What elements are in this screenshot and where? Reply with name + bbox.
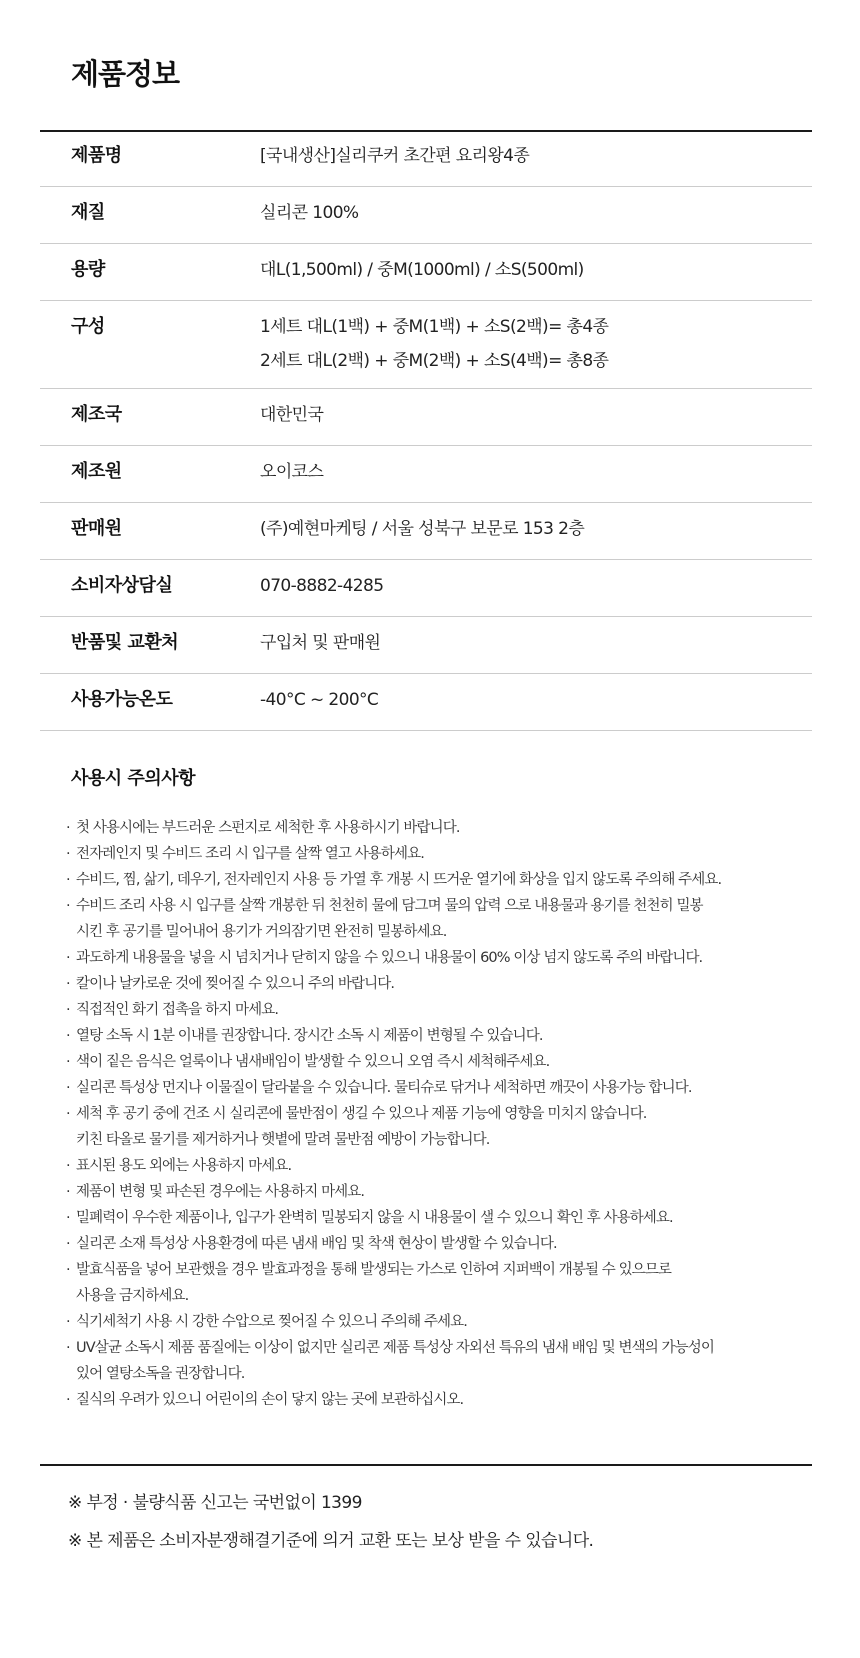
info-label: 제품명 <box>71 145 122 166</box>
caution-item <box>66 1231 812 1257</box>
caution-section-title: 사용시 주의사항 <box>71 768 195 789</box>
caution-item <box>66 971 812 997</box>
info-row <box>40 301 812 389</box>
info-value <box>260 512 812 546</box>
caution-item <box>66 1049 812 1075</box>
caution-item <box>66 1179 812 1205</box>
info-value-line: 2세트 대L(2백) + 중M(2백) + 소S(4백)= 총8종 <box>260 351 609 371</box>
caution-line: · 전자레인지 및 수비드 조리 시 입구를 살짝 열고 사용하세요. <box>76 846 424 862</box>
info-row <box>40 244 812 301</box>
info-row <box>40 617 812 674</box>
caution-item <box>66 997 812 1023</box>
info-value-line: 오이코스 <box>260 462 324 482</box>
compensation-notice: ※ 본 제품은 소비자분쟁해결기준에 의거 교환 또는 보상 받을 수 있습니다. <box>68 1531 594 1551</box>
info-value <box>260 626 812 660</box>
info-value-line: 구입처 및 판매원 <box>260 633 381 653</box>
info-row <box>40 132 812 187</box>
caution-line: · 첫 사용시에는 부드러운 스펀지로 세척한 후 사용하시기 바랍니다. <box>76 820 460 836</box>
caution-item <box>66 1101 812 1153</box>
info-value-line: 실리콘 100% <box>260 203 359 223</box>
caution-line: · 수비드, 찜, 삶기, 데우기, 전자레인지 사용 등 가열 후 개봉 시 뜨거운 열기에 화상을 입지 않도록 주의해 주세요. <box>76 872 722 888</box>
info-value <box>260 569 812 603</box>
page-title: 제품정보 <box>71 57 180 91</box>
caution-line: · 색이 짙은 음식은 얼룩이나 냄새배임이 발생할 수 있으니 오염 즉시 세척해주세요. <box>76 1054 550 1070</box>
caution-item <box>66 1309 812 1335</box>
info-value <box>260 398 812 432</box>
caution-item <box>66 867 812 893</box>
info-label: 제조국 <box>71 404 122 425</box>
caution-item <box>66 815 812 841</box>
caution-section <box>40 765 812 1413</box>
info-label: 제조원 <box>71 461 122 482</box>
info-value-line: -40°C ~ 200°C <box>260 690 379 710</box>
caution-line: · 수비드 조리 사용 시 입구를 살짝 개봉한 뒤 천천히 물에 담그며 물의 압력 으로 내용물과 용기를 천천히 밀봉 <box>76 898 703 914</box>
caution-line: · 열탕 소독 시 1분 이내를 권장합니다. 장시간 소독 시 제품이 변형될 수 있습니다. <box>76 1028 543 1044</box>
caution-item <box>66 1387 812 1413</box>
caution-line: · 제품이 변형 및 파손된 경우에는 사용하지 마세요. <box>76 1184 365 1200</box>
caution-line: · 식기세척기 사용 시 강한 수압으로 찢어질 수 있으니 주의해 주세요. <box>76 1314 467 1330</box>
caution-line: · 과도하게 내용물을 넣을 시 넘치거나 닫히지 않을 수 있으니 내용물이 60% 이상 넘지 않도록 주의 바랍니다. <box>76 950 703 966</box>
caution-item <box>66 841 812 867</box>
caution-line: · 직접적인 화기 접촉을 하지 마세요. <box>76 1002 279 1018</box>
footer-notices <box>40 1464 812 1554</box>
info-value-line: [국내생산]실리쿠커 초간편 요리왕4종 <box>260 146 530 166</box>
caution-item <box>66 1335 812 1387</box>
caution-list <box>66 815 812 1413</box>
report-notice: ※ 부정 · 불량식품 신고는 국번없이 1399 <box>68 1493 362 1513</box>
info-row <box>40 187 812 244</box>
info-label: 판매원 <box>71 518 122 539</box>
info-value <box>260 196 812 230</box>
info-row <box>40 503 812 560</box>
caution-line: 시킨 후 공기를 밀어내어 용기가 거의잠기면 완전히 밀봉하세요. <box>76 924 447 940</box>
info-label: 재질 <box>71 202 105 223</box>
caution-item <box>66 945 812 971</box>
info-row <box>40 560 812 617</box>
info-value <box>260 253 812 287</box>
caution-item <box>66 1075 812 1101</box>
caution-item <box>66 1153 812 1179</box>
info-value-line: 1세트 대L(1백) + 중M(1백) + 소S(2백)= 총4종 <box>260 317 609 337</box>
caution-line: · 발효식품을 넣어 보관했을 경우 발효과정을 통해 발생되는 가스로 인하여 지퍼백이 개봉될 수 있으므로 <box>76 1262 672 1278</box>
info-value <box>260 455 812 489</box>
info-label: 용량 <box>71 259 105 280</box>
info-row <box>40 389 812 446</box>
caution-line: · 표시된 용도 외에는 사용하지 마세요. <box>76 1158 292 1174</box>
info-value <box>260 310 812 378</box>
caution-item <box>66 893 812 945</box>
caution-line: · 실리콘 소재 특성상 사용환경에 따른 냄새 배임 및 착색 현상이 발생할 수 있습니다. <box>76 1236 557 1252</box>
product-info-table <box>40 130 812 731</box>
info-value <box>260 139 812 173</box>
info-value <box>260 683 812 717</box>
info-label: 사용가능온도 <box>71 689 173 710</box>
caution-item <box>66 1023 812 1049</box>
info-label: 반품및 교환처 <box>71 632 179 653</box>
caution-line: · 칼이나 날카로운 것에 찢어질 수 있으니 주의 바랍니다. <box>76 976 395 992</box>
info-value-line: 대L(1,500ml) / 중M(1000ml) / 소S(500ml) <box>260 260 584 280</box>
caution-line: 사용을 금지하세요. <box>76 1288 189 1304</box>
info-value-line: 대한민국 <box>260 405 324 425</box>
info-row <box>40 446 812 503</box>
info-value-line: (주)예현마케팅 / 서울 성북구 보문로 153 2층 <box>260 519 585 539</box>
caution-line: 있어 열탕소독을 권장합니다. <box>76 1366 245 1382</box>
caution-item <box>66 1257 812 1309</box>
info-value-line: 070-8882-4285 <box>260 576 384 596</box>
info-label: 소비자상담실 <box>71 575 173 596</box>
caution-line: · 질식의 우려가 있으니 어린이의 손이 닿지 않는 곳에 보관하십시오. <box>76 1392 464 1408</box>
caution-line: · 세척 후 공기 중에 건조 시 실리콘에 물반점이 생길 수 있으나 제품 기능에 영향을 미치지 않습니다. <box>76 1106 647 1122</box>
caution-item <box>66 1205 812 1231</box>
caution-line: · 실리콘 특성상 먼지나 이물질이 달라붙을 수 있습니다. 물티슈로 닦거나 세척하면 깨끗이 사용가능 합니다. <box>76 1080 692 1096</box>
caution-line: · 밀폐력이 우수한 제품이나, 입구가 완벽히 밀봉되지 않을 시 내용물이 샐 수 있으니 확인 후 사용하세요. <box>76 1210 673 1226</box>
info-row <box>40 674 812 731</box>
caution-line: · UV살균 소독시 제품 품질에는 이상이 없지만 실리콘 제품 특성상 자외선 특유의 냄새 배임 및 변색의 가능성이 <box>76 1340 714 1356</box>
info-label: 구성 <box>71 316 105 337</box>
caution-line: 키친 타올로 물기를 제거하거나 햇볕에 말려 물반점 예방이 가능합니다. <box>76 1132 490 1148</box>
